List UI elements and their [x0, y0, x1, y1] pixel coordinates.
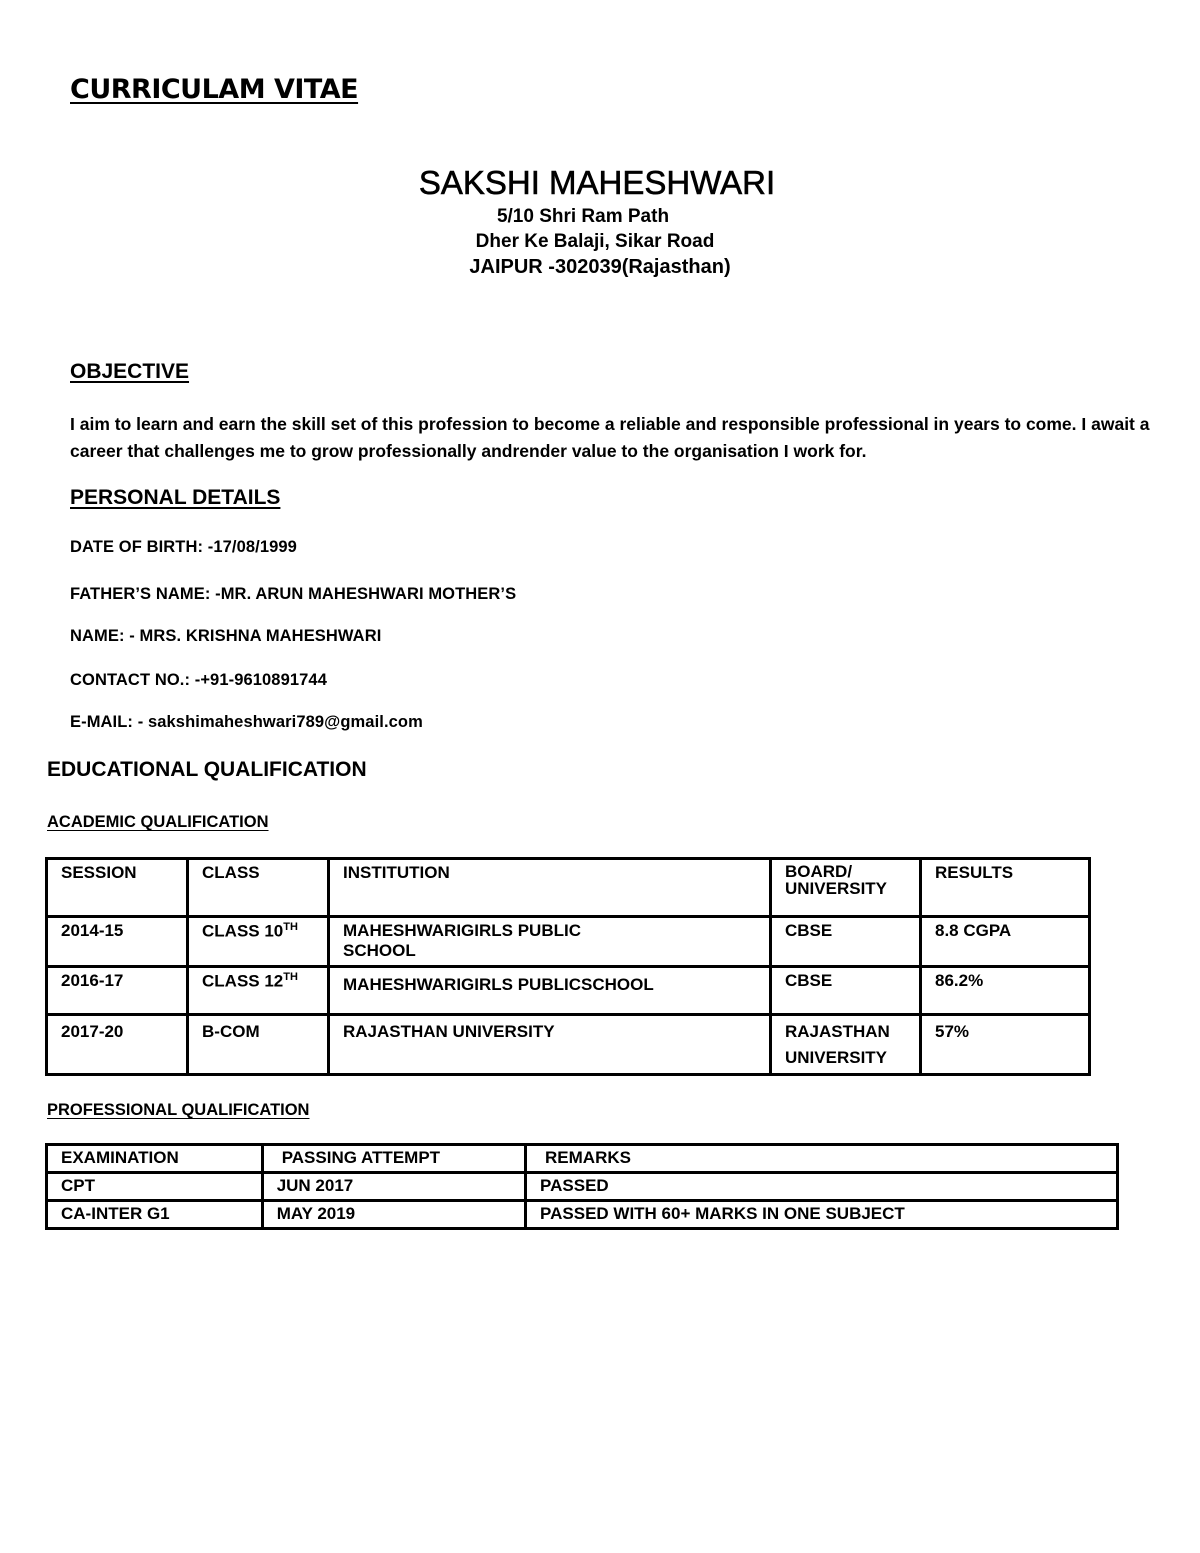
header-class: CLASS: [188, 859, 329, 917]
table-row: [47, 1015, 1090, 1075]
cell-class: CLASS 12TH: [188, 967, 329, 1015]
cell-remarks: PASSED WITH 60+ MARKS IN ONE SUBJECT: [526, 1201, 1118, 1229]
table-row: [47, 1201, 1118, 1229]
cell-board: CBSE: [771, 967, 921, 1015]
cell-board: CBSE: [771, 917, 921, 967]
personal-details-heading: PERSONAL DETAILS: [70, 486, 281, 509]
email: E-MAIL: - sakshimaheshwari789@gmail.com: [70, 713, 423, 731]
professional-qualification-heading: PROFESSIONAL QUALIFICATION: [47, 1101, 310, 1119]
fathers-name: FATHER’S NAME: -MR. ARUN MAHESHWARI MOTHER’S: [70, 585, 517, 603]
address-line-3: JAIPUR -302039(Rajasthan): [469, 256, 731, 278]
educational-qualification-heading: EDUCATIONAL QUALIFICATION: [47, 758, 367, 781]
cell-result: 57%: [921, 1015, 1090, 1075]
cv-title: CURRICULAM VITAE: [70, 74, 359, 105]
cell-board: RAJASTHAN UNIVERSITY: [771, 1015, 921, 1075]
cell-institution: MAHESHWARIGIRLS PUBLIC SCHOOL: [329, 917, 771, 967]
table-header-row: [47, 1145, 1118, 1173]
cell-result: 8.8 CGPA: [921, 917, 1090, 967]
cell-attempt: MAY 2019: [262, 1201, 525, 1229]
mothers-name: NAME: - MRS. KRISHNA MAHESHWARI: [70, 627, 382, 645]
header-board: BOARD/ UNIVERSITY: [771, 859, 921, 917]
cell-result: 86.2%: [921, 967, 1090, 1015]
cell-session: 2014-15: [47, 917, 188, 967]
header-institution: INSTITUTION: [329, 859, 771, 917]
header-session: SESSION: [47, 859, 188, 917]
academic-table: [45, 857, 1091, 1076]
cell-class: CLASS 10TH: [188, 917, 329, 967]
objective-text: I aim to learn and earn the skill set of this profession to become a reliable and responsible professional in years to come. I await a career that challenges me to grow professionally andrender value to the organisation I work for.: [70, 414, 1150, 461]
table-row: [47, 967, 1090, 1015]
contact-number: CONTACT NO.: -+91-9610891744: [70, 671, 327, 689]
cell-institution: RAJASTHAN UNIVERSITY: [329, 1015, 771, 1075]
cell-session: 2017-20: [47, 1015, 188, 1075]
table-row: [47, 1173, 1118, 1201]
academic-qualification-heading: ACADEMIC QUALIFICATION: [47, 813, 269, 831]
header-remarks: REMARKS: [526, 1145, 1118, 1173]
cell-exam: CPT: [47, 1173, 263, 1201]
objective-heading: OBJECTIVE: [70, 360, 190, 383]
professional-table: [45, 1143, 1119, 1230]
table-header-row: [47, 859, 1090, 917]
date-of-birth: DATE OF BIRTH: -17/08/1999: [70, 538, 297, 556]
cell-class: B-COM: [188, 1015, 329, 1075]
candidate-name: SAKSHI MAHESHWARI: [418, 164, 776, 201]
address-line-2: Dher Ke Balaji, Sikar Road: [475, 231, 715, 252]
table-row: [47, 917, 1090, 967]
cell-attempt: JUN 2017: [262, 1173, 525, 1201]
header-results: RESULTS: [921, 859, 1090, 917]
cell-exam: CA-INTER G1: [47, 1201, 263, 1229]
header-examination: EXAMINATION: [47, 1145, 263, 1173]
cell-remarks: PASSED: [526, 1173, 1118, 1201]
address-line-1: 5/10 Shri Ram Path: [496, 206, 670, 227]
header-passing-attempt: PASSING ATTEMPT: [262, 1145, 525, 1173]
cell-institution: MAHESHWARIGIRLS PUBLICSCHOOL: [329, 967, 771, 1015]
cell-session: 2016-17: [47, 967, 188, 1015]
